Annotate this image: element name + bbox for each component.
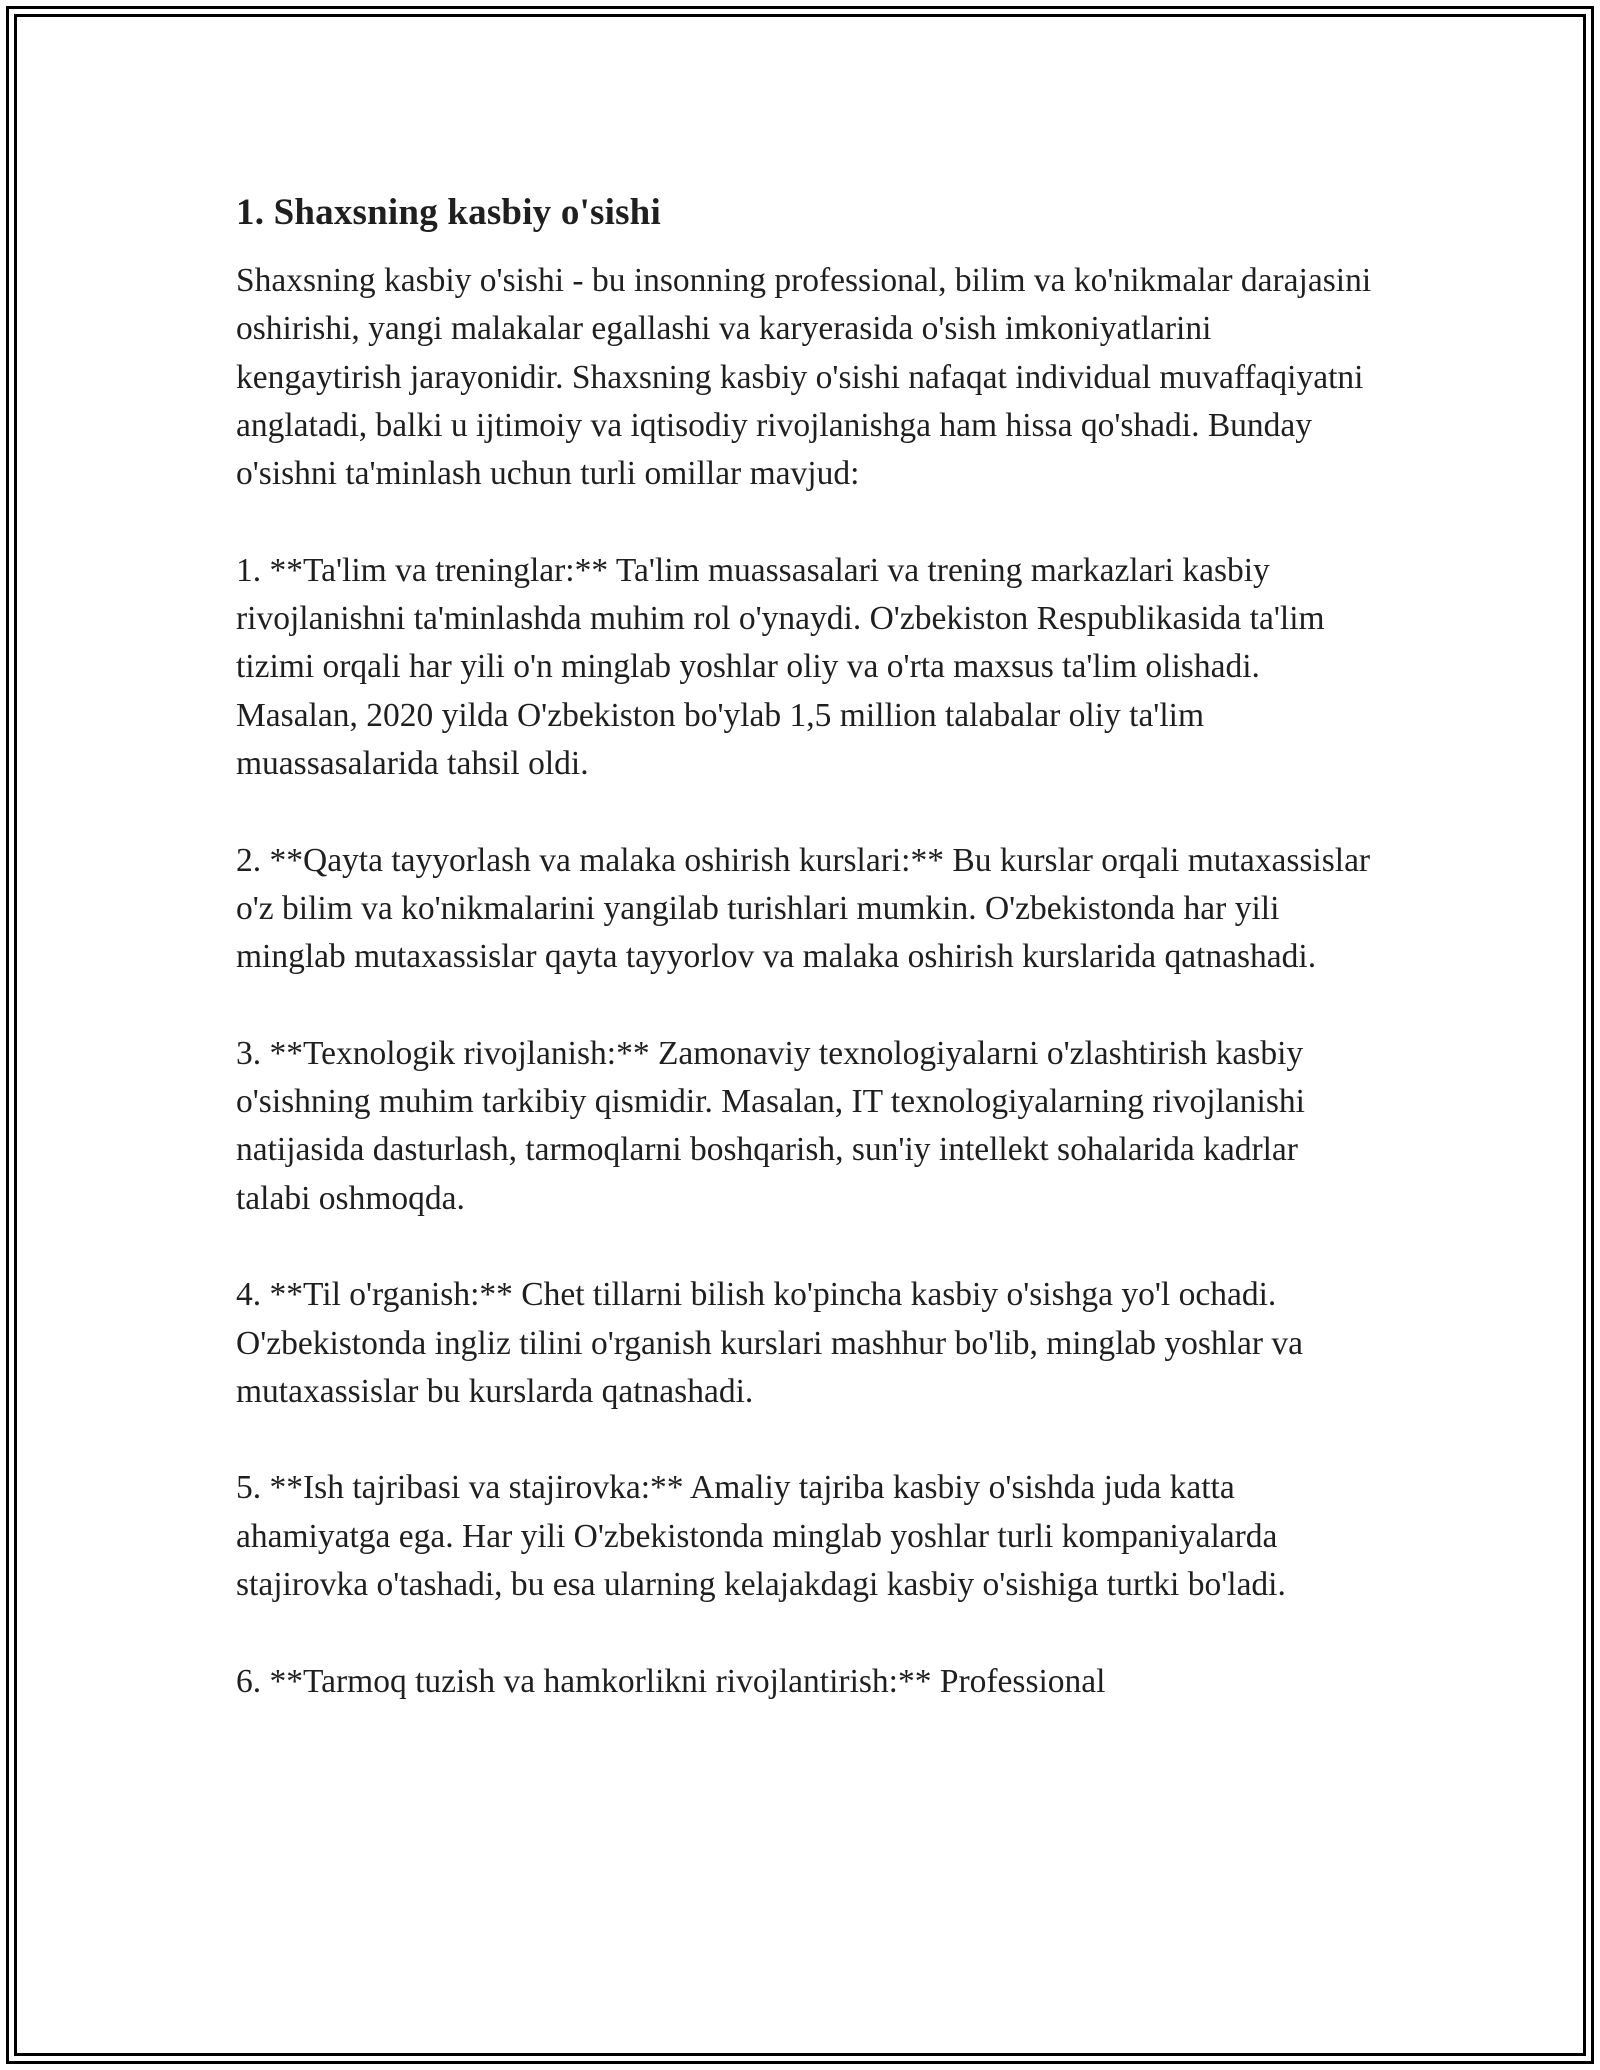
list-item-retraining: 2. **Qayta tayyorlash va malaka oshirish kurslari:** Bu kurslar orqali mutaxassislar o'z bilim va ko'nikmalarini yangilab turishlari mumkin. O'zbekistonda har yili minglab mutaxassislar qayta tayyorlov va malaka oshirish kurslarida qatnashadi. xyxy=(236,841,1371,976)
section-heading: 1. Shaxsning kasbiy o'sishi xyxy=(236,192,661,233)
list-item-internship: 5. **Ish tajribasi va stajirovka:** Amaliy tajriba kasbiy o'sishda juda katta ahamiyatga ega. Har yili O'zbekistonda minglab yoshlar turli kompaniyalarda stajirovka o'tashadi, bu esa ularning kelajakdagi kasbiy o'sishiga turtki bo'ladi. xyxy=(236,1469,1286,1604)
intro-paragraph: Shaxsning kasbiy o'sishi - bu insonning professional, bilim va ko'nikmalar darajasini oshirishi, yangi malakalar egallashi va karyerasida o'sish imkoniyatlarini kengaytirish jarayonidir. Shaxsning kasbiy o'sishi nafaqat individual muvaffaqiyatni anglatadi, balki u ijtimoiy va iqtisodiy rivojlanishga ham hissa qo'shadi. Bunday o'sishni ta'minlash uchun turli omillar mavjud: xyxy=(236,262,1372,493)
list-item-networking: 6. **Tarmoq tuzish va hamkorlikni rivojlantirish:** Professional xyxy=(236,1662,1106,1700)
list-item-education: 1. **Ta'lim va treninglar:** Ta'lim muassasalari va trening markazlari kasbiy rivojlanishni ta'minlashda muhim rol o'ynaydi. O'zbekiston Respublikasida ta'lim tizimi orqali har yili o'n minglab yoshlar oliy va o'rta maxsus ta'lim olishadi. Masalan, 2020 yilda O'zbekiston bo'ylab 1,5 million talabalar oliy ta'lim muassasalarida tahsil oldi. xyxy=(236,551,1325,782)
document-body xyxy=(236,186,1376,1706)
list-item-languages: 4. **Til o'rganish:** Chet tillarni bilish ko'pincha kasbiy o'sishga yo'l ochadi. O'zbekistonda ingliz tilini o'rganish kurslari mashhur bo'lib, minglab yoshlar va mutaxassislar bu kurslarda qatnashadi. xyxy=(236,1276,1303,1410)
list-item-technology: 3. **Texnologik rivojlanish:** Zamonaviy texnologiyalarni o'zlashtirish kasbiy o'sishning muhim tarkibiy qismidir. Masalan, IT texnologiyalarning rivojlanishi natijasida dasturlash, tarmoqlarni boshqarish, sun'iy intellekt sohalarida kadrlar talabi oshmoqda. xyxy=(236,1034,1305,1217)
